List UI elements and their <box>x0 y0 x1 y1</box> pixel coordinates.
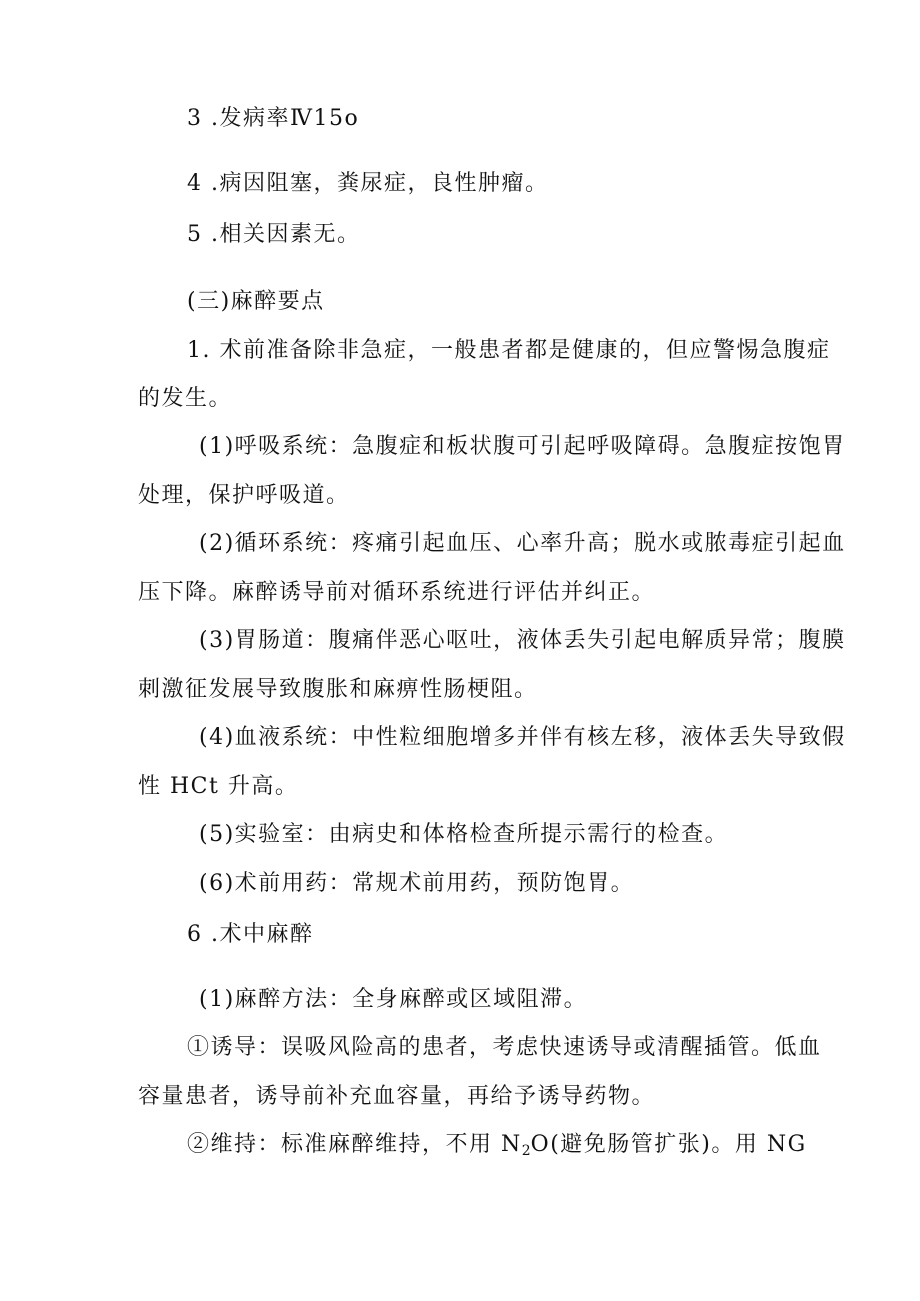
paragraph-etiology: 4 .病因阻塞，粪尿症，良性肿瘤。 <box>187 171 549 196</box>
paragraph-hematologic-line2: 性 HCt 升高。 <box>138 774 299 799</box>
paragraph-hematologic-line1: (4)血液系统：中性粒细胞增多并伴有核左移，液体丢失导致假 <box>199 725 846 750</box>
maintenance-subscript: 2 <box>521 1143 531 1159</box>
paragraph-respiratory-line1: (1)呼吸系统：急腹症和板状腹可引起呼吸障碍。急腹症按饱胃 <box>199 434 846 459</box>
maintenance-text-before: ②维持：标准麻醉维持，不用 N <box>187 1132 522 1157</box>
paragraph-respiratory-line2: 处理，保护呼吸道。 <box>138 483 350 508</box>
paragraph-preop-prep-line2: 的发生。 <box>138 386 233 411</box>
paragraph-incidence: 3 .发病率Ⅳ15o <box>187 106 360 131</box>
paragraph-anesthesia-method: (1)麻醉方法：全身麻醉或区域阻滞。 <box>199 987 588 1012</box>
paragraph-premedication: (6)术前用药：常规术前用药，预防饱胃。 <box>199 871 635 896</box>
paragraph-maintenance-line1 <box>187 1130 807 1166</box>
paragraph-gi-line2: 刺激征发展导致腹胀和麻痹性肠梗阻。 <box>138 677 538 702</box>
paragraph-induction-line2: 容量患者，诱导前补充血容量，再给予诱导药物。 <box>138 1084 656 1109</box>
paragraph-intraop-anesthesia: 6 .术中麻醉 <box>187 922 314 947</box>
paragraph-laboratory: (5)实验室：由病史和体格检查所提示需行的检查。 <box>199 822 729 847</box>
paragraph-related-factors: 5 .相关因素无。 <box>187 222 361 247</box>
section-heading-anesthesia-points: (三)麻醉要点 <box>187 289 325 314</box>
paragraph-circulatory-line1: (2)循环系统：疼痛引起血压、心率升高；脱水或脓毒症引起血 <box>199 531 846 556</box>
maintenance-text-after: O(避免肠管扩张)。用 NG <box>530 1132 807 1157</box>
paragraph-gi-line1: (3)胃肠道：腹痛伴恶心呕吐，液体丢失引起电解质异常；腹膜 <box>199 628 846 653</box>
paragraph-induction-line1: ①诱导：误吸风险高的患者，考虑快速诱导或清醒插管。低血 <box>187 1035 822 1060</box>
paragraph-circulatory-line2: 压下降。麻醉诱导前对循环系统进行评估并纠正。 <box>138 580 656 605</box>
paragraph-preop-prep-line1: 1. 术前准备除非急症，一般患者都是健康的，但应警惕急腹症 <box>187 338 831 363</box>
